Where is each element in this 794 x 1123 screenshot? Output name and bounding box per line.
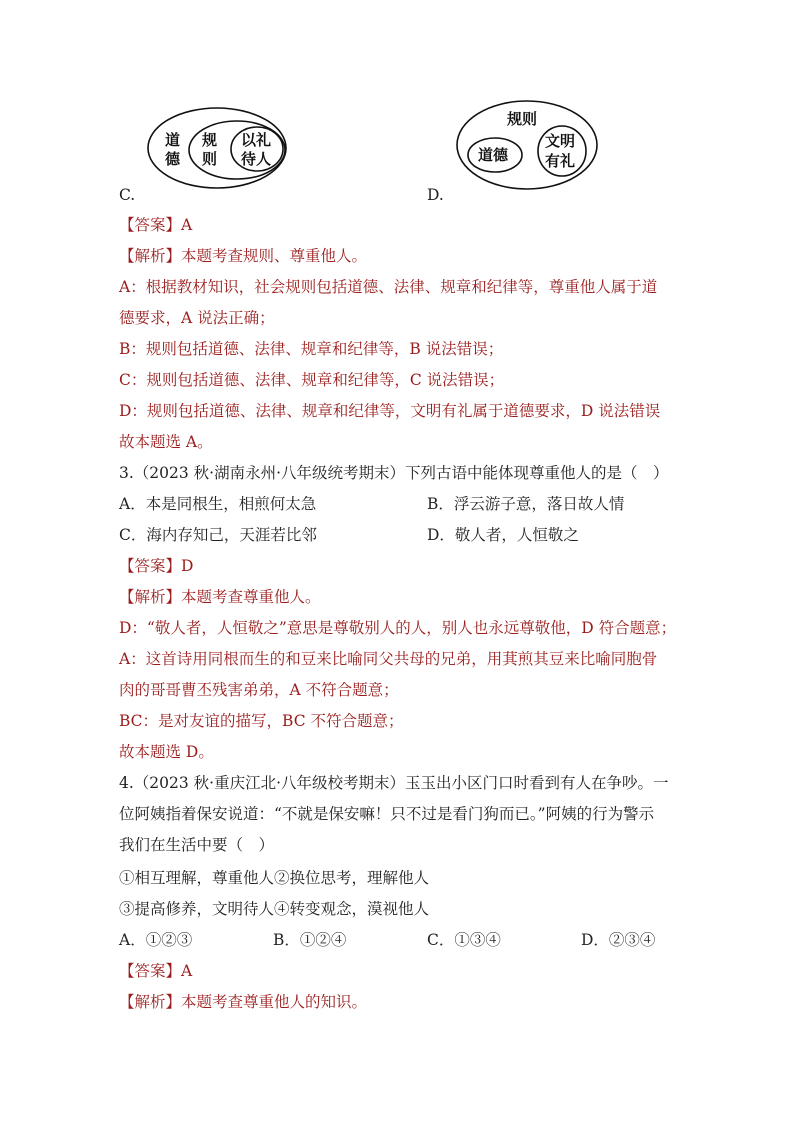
q4-answer-value: A bbox=[181, 962, 193, 980]
q2-answer bbox=[119, 215, 192, 235]
q2-analysis-line: 德要求，A 说法正确； bbox=[119, 309, 275, 327]
q3-analysis-line: BC：是对友谊的描写，BC 不符合题意； bbox=[119, 712, 404, 730]
diagram-d bbox=[455, 97, 605, 192]
q3-option-a: A．本是同根生，相煎何太急 bbox=[119, 495, 317, 513]
q3-option-d: D．敬人者，人恒敬之 bbox=[427, 526, 579, 544]
q2-answer-tag: 【答案】 bbox=[119, 216, 182, 234]
diagram-d-option-label: D. bbox=[427, 186, 444, 204]
q2-analysis-line: B：规则包括道德、法律、规章和纪律等，B 说法错误； bbox=[119, 340, 504, 358]
q4-statement: ③提高修养，文明待人④转变观念，漠视他人 bbox=[119, 900, 430, 918]
diagram-c-middle-label-1: 规 bbox=[202, 131, 218, 149]
q3-option-c: C．海内存知己，天涯若比邻 bbox=[119, 526, 317, 544]
q2-analysis-intro: 本题考查规则、尊重他人。 bbox=[181, 247, 368, 265]
q3-analysis-line: A：这首诗用同根而生的和豆来比喻同父共母的兄弟，用萁煎其豆来比喻同胞骨 bbox=[119, 650, 658, 668]
q4-option-c: C．①③④ bbox=[427, 931, 501, 949]
q4-stem-line: 位阿姨指着保安说道：“不就是保安嘛！只不过是看门狗而已。”阿姨的行为警示 bbox=[119, 805, 655, 823]
q3-answer-value: D bbox=[181, 557, 194, 575]
q3-answer-tag: 【答案】 bbox=[119, 557, 182, 575]
diagram-d-right-label-1: 文明 bbox=[545, 132, 576, 150]
q4-option-a: A．①②③ bbox=[119, 931, 193, 949]
q3-analysis-line: 肉的哥哥曹丕残害弟弟，A 不符合题意； bbox=[119, 681, 399, 699]
diagram-c bbox=[145, 100, 295, 190]
diagram-d-left-label: 道德 bbox=[478, 146, 509, 164]
diagram-c-middle-label-2: 则 bbox=[202, 150, 218, 168]
q3-analysis bbox=[119, 587, 321, 607]
q4-answer-tag: 【答案】 bbox=[119, 962, 182, 980]
q2-analysis-line: A：根据教材知识，社会规则包括道德、法律、规章和纪律等，尊重他人属于道 bbox=[119, 278, 658, 296]
diagram-c-outer-label-1: 道 bbox=[165, 131, 181, 149]
q4-option-d: D．②③④ bbox=[581, 931, 656, 949]
q2-answer-value: A bbox=[181, 216, 193, 234]
q4-analysis-intro: 本题考查尊重他人的知识。 bbox=[181, 993, 368, 1011]
q3-stem: 3.（2023 秋·湖南永州·八年级统考期末）下列古语中能体现尊重他人的是（ ） bbox=[119, 464, 669, 482]
q4-analysis-tag: 【解析】 bbox=[119, 993, 182, 1011]
diagram-c-option-label: C. bbox=[119, 186, 136, 204]
q2-analysis-line: C：规则包括道德、法律、规章和纪律等，C 说法错误； bbox=[119, 371, 505, 389]
q2-analysis-line: 故本题选 A。 bbox=[119, 433, 213, 451]
diagram-c-inner-label-2: 待人 bbox=[241, 150, 272, 168]
q3-analysis-intro: 本题考查尊重他人。 bbox=[181, 588, 321, 606]
q3-analysis-tag: 【解析】 bbox=[119, 588, 182, 606]
q4-answer bbox=[119, 961, 192, 981]
q3-analysis-line: D：“敬人者，人恒敬之”意思是尊敬别人的人，别人也永远尊敬他，D 符合题意； bbox=[119, 619, 677, 637]
q3-answer bbox=[119, 556, 193, 576]
q3-analysis-line: 故本题选 D。 bbox=[119, 743, 214, 761]
q4-stem-line: 4.（2023 秋·重庆江北·八年级校考期末）玉玉出小区门口时看到有人在争吵。一 bbox=[119, 774, 669, 792]
q2-analysis-tag: 【解析】 bbox=[119, 247, 182, 265]
q4-analysis bbox=[119, 992, 367, 1012]
diagram-d-outer-label: 规则 bbox=[507, 110, 538, 128]
q2-analysis bbox=[119, 246, 367, 266]
q4-statement: ①相互理解，尊重他人②换位思考，理解他人 bbox=[119, 869, 430, 887]
diagram-d-right-label-2: 有礼 bbox=[545, 152, 576, 170]
q4-stem-line: 我们在生活中要（ ） bbox=[119, 836, 275, 854]
diagram-c-outer-label-2: 德 bbox=[165, 150, 181, 168]
q4-option-b: B．①②④ bbox=[273, 931, 347, 949]
q2-analysis-line: D：规则包括道德、法律、规章和纪律等，文明有礼属于道德要求，D 说法错误 bbox=[119, 402, 661, 420]
q3-option-b: B．浮云游子意，落日故人情 bbox=[427, 495, 625, 513]
diagram-c-inner-label-1: 以礼 bbox=[241, 131, 272, 149]
